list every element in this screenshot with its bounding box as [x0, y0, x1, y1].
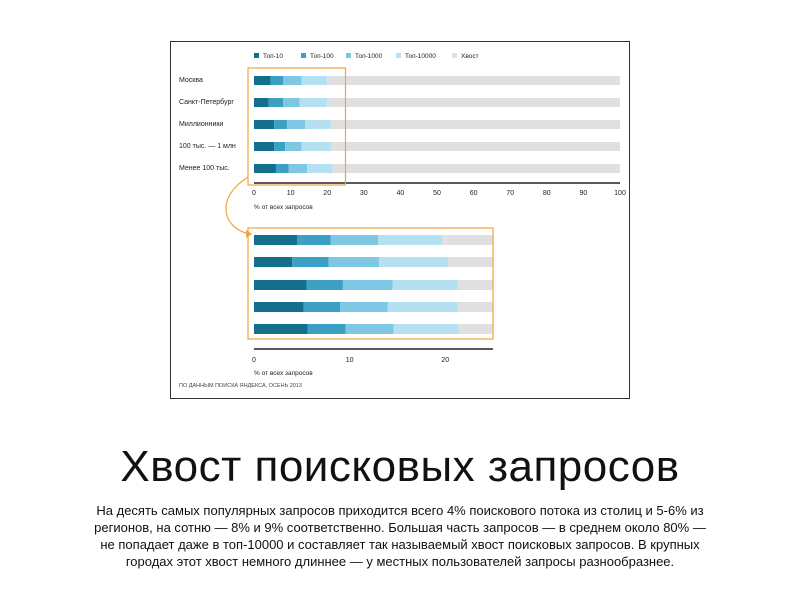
bar-segment [379, 257, 448, 267]
bar-segment [254, 164, 276, 173]
slide-title: Хвост поисковых запросов [120, 442, 680, 491]
bar-segment [300, 98, 327, 107]
bar-segment [442, 235, 493, 245]
bar-segment [269, 98, 284, 107]
x-tick-label: 10 [345, 357, 354, 364]
category-label: Миллионники [179, 121, 224, 128]
x-tick-label: 0 [252, 190, 256, 197]
source-note: ПО ДАННЫМ ПОИСКА ЯНДЕКСА, ОСЕНЬ 2013 [179, 383, 302, 389]
bar-segment [307, 164, 333, 173]
bar-segment [304, 302, 340, 312]
bar-segment [308, 324, 346, 334]
bar-segment [292, 257, 328, 267]
bar-segment [254, 280, 307, 290]
x-tick-label: 40 [396, 190, 405, 197]
slide-body: На десять самых популярных запросов приходится всего 4% поискового потока из столиц и 5-6% из регионов, на сотню — 8% и 9% соответственно. Большая часть запросов — в среднем около 80% — не попадает даже в топ-10000 и составляет так называемый хвост поисковых запросов. В крупных городах этот хвост немного длиннее — у местных пользователей запросы разнообразнее. [94, 503, 706, 569]
chart-legend [254, 53, 479, 60]
chart-svg [171, 42, 629, 398]
bar-segment [297, 235, 330, 245]
legend-label: Топ-100 [310, 53, 334, 60]
category-label: Москва [179, 77, 203, 84]
legend-label: Топ-1000 [355, 53, 383, 60]
bar-segment [302, 142, 331, 151]
bar-segment [388, 302, 458, 312]
legend-swatch [396, 53, 401, 58]
bar-segment [302, 76, 328, 85]
bar-segment [330, 235, 378, 245]
bar-segment [394, 324, 459, 334]
chart-top [179, 68, 626, 211]
category-label: Менее 100 тыс. [179, 165, 230, 172]
bar-segment [283, 98, 299, 107]
bar-segment [289, 164, 307, 173]
bar-segment [340, 302, 388, 312]
legend-swatch [452, 53, 457, 58]
bar-segment [276, 164, 289, 173]
x-axis-label: % от всех запросов [254, 370, 313, 377]
bar-segment [393, 280, 458, 290]
bar-segment [329, 257, 380, 267]
bar-segment [270, 76, 283, 85]
x-tick-label: 50 [433, 190, 441, 197]
bar-segment [343, 280, 393, 290]
bar-segment [254, 76, 270, 85]
x-tick-label: 20 [441, 357, 450, 364]
bar-segment [254, 235, 297, 245]
legend-swatch [346, 53, 351, 58]
bar-segment [448, 257, 493, 267]
bar-segment [274, 142, 285, 151]
bar-segment [327, 98, 620, 107]
bar-segment [254, 142, 274, 151]
bar-segment [331, 120, 620, 129]
bar-segment [307, 280, 343, 290]
chart-figure [170, 41, 630, 399]
legend-label: Топ-10 [263, 53, 283, 60]
bar-segment [459, 324, 493, 334]
legend-label: Хвост [461, 53, 479, 60]
x-tick-label: 70 [506, 190, 515, 197]
bar-segment [458, 280, 493, 290]
bar-segment [331, 142, 620, 151]
x-tick-label: 30 [359, 190, 368, 197]
x-tick-label: 100 [614, 190, 626, 197]
connector-curve [226, 177, 249, 234]
category-label: Санкт-Петербург [179, 99, 234, 106]
x-axis-label: % от всех запросов [254, 204, 313, 211]
bar-segment [254, 257, 292, 267]
x-tick-label: 80 [542, 190, 551, 197]
bar-segment [378, 235, 442, 245]
bar-segment [305, 120, 331, 129]
bar-segment [327, 76, 620, 85]
bar-segment [254, 98, 269, 107]
category-label: 100 тыс. — 1 млн [179, 143, 236, 150]
bar-segment [254, 302, 304, 312]
connector-arrowhead [246, 230, 252, 238]
legend-swatch [254, 53, 259, 58]
bar-segment [274, 120, 287, 129]
bar-segment [346, 324, 394, 334]
bar-segment [458, 302, 493, 312]
x-tick-label: 10 [286, 190, 295, 197]
bar-segment [287, 120, 305, 129]
legend-label: Топ-10000 [405, 53, 436, 60]
bar-segment [285, 142, 301, 151]
x-tick-label: 90 [579, 190, 588, 197]
bar-segment [283, 76, 301, 85]
bar-segment [333, 164, 620, 173]
x-tick-label: 0 [252, 357, 256, 364]
chart-zoom [248, 228, 493, 377]
x-tick-label: 20 [323, 190, 332, 197]
bar-segment [254, 120, 274, 129]
x-tick-label: 60 [469, 190, 478, 197]
legend-swatch [301, 53, 306, 58]
bar-segment [254, 324, 308, 334]
